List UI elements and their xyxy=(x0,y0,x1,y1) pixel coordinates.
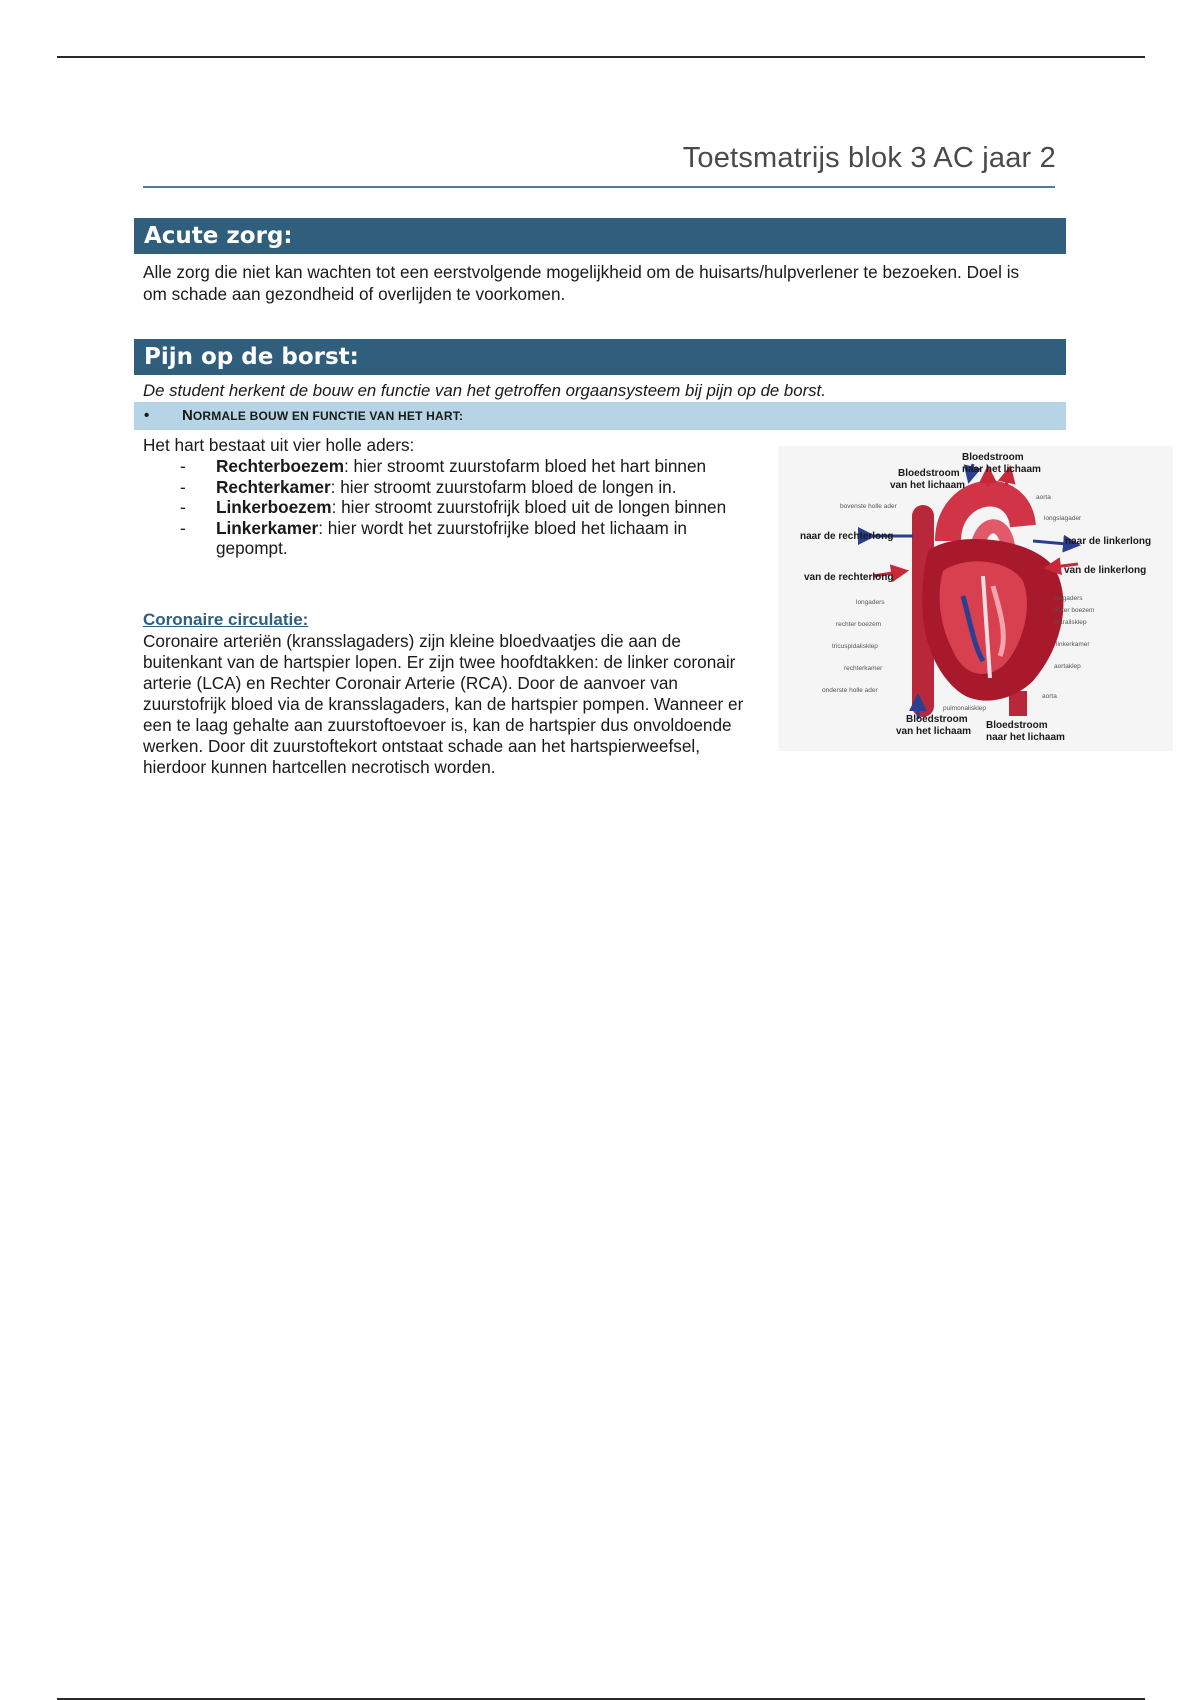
label-longaders-right: longaders xyxy=(1054,595,1083,602)
label-van-linkerlong: van de linkerlong xyxy=(1064,565,1147,576)
label-bloedstroom-naar-top-1: Bloedstroom xyxy=(962,452,1024,463)
label-bloedstroom-van-bottom-1: Bloedstroom xyxy=(906,714,968,725)
label-bloedstroom-van-top-1: Bloedstroom xyxy=(898,468,960,479)
list-item: - Rechterboezem: hier stroomt zuurstofarm bloed het hart binnen xyxy=(180,456,707,476)
label-van-rechterlong: van de rechterlong xyxy=(804,572,894,583)
label-rechter-boezem: rechter boezem xyxy=(836,621,882,628)
subheading-normale-bouw: • NORMALE BOUW EN FUNCTIE VAN HET HART: xyxy=(134,402,1066,430)
acute-zorg-definition: Alle zorg die niet kan wachten tot een eerstvolgende mogelijkheid om de huisarts/hulpverlener te bezoeken. Doel is om schade aan gezondheid of overlijden te voorkomen. xyxy=(143,262,1020,304)
label-naar-rechterlong: naar de rechterlong xyxy=(800,531,894,542)
label-linkerkamer: linkerkamer xyxy=(1056,641,1090,648)
heart-chambers-list xyxy=(180,456,740,559)
title-underline xyxy=(143,186,1055,188)
label-bloedstroom-van-top-2: van het lichaam xyxy=(890,480,966,491)
bullet-icon: • xyxy=(144,407,150,424)
learning-objective: De student herkent de bouw en functie van het getroffen orgaansysteem bij pijn op de borst. xyxy=(143,381,826,400)
label-naar-linkerlong: naar de linkerlong xyxy=(1065,536,1152,547)
heart-diagram xyxy=(778,446,1173,751)
label-bovenste-holle-ader: bovenste holle ader xyxy=(840,503,897,510)
label-bloedstroom-naar-bottom-2: naar het lichaam xyxy=(986,732,1065,743)
label-aorta-bottom: aorta xyxy=(1042,693,1057,700)
heading-pijn-op-de-borst: Pijn op de borst: xyxy=(134,339,1066,375)
label-linker-boezem: linker boezem xyxy=(1054,607,1095,614)
label-longslagader: longslagader xyxy=(1044,515,1082,522)
label-pulmonalisklep: pulmonalisklep xyxy=(943,705,986,712)
list-item: - Rechterkamer: hier stroomt zuurstofarm bloed de longen in. xyxy=(180,476,677,497)
document-title: Toetsmatrijs blok 3 AC jaar 2 xyxy=(682,142,1056,174)
heart-intro: Het hart bestaat uit vier holle aders: xyxy=(143,435,415,455)
label-bloedstroom-van-bottom-2: van het lichaam xyxy=(896,726,972,737)
list-item: - Linkerkamer: hier wordt het zuurstofrijke bloed het lichaam in gepompt. xyxy=(180,517,687,558)
label-tricuspidalisklep: tricuspidalisklep xyxy=(832,643,878,650)
coronaire-text: Coronaire arteriën (kransslagaders) zijn kleine bloedvaatjes die aan de buitenkant van de hartspier lopen. Er zijn twee hoofdtakken: de linker coronair arterie (LCA) en Rechter Coronair Arterie (RCA). Door de aanvoer van zuurstofrijk bloed via de kransslagaders, kan de hartspier pompen. Wanneer er een te laag gehalte aan zuurstoftoevoer is, kan de hartspier dus onvoldoende werken. Door dit zuurstoftekort ontstaat schade aan het hartspierweefsel, hierdoor kunnen hartcellen necrotisch worden. xyxy=(143,631,744,777)
list-item: - Linkerboezem: hier stroomt zuurstofrijk bloed uit de longen binnen xyxy=(180,497,727,517)
heart-diagram-svg xyxy=(778,446,1173,751)
label-aorta-top: aorta xyxy=(1036,494,1051,501)
label-onderste-holle-ader: onderste holle ader xyxy=(822,687,878,694)
label-bloedstroom-naar-bottom-1: Bloedstroom xyxy=(986,720,1048,731)
label-mitralisklep: mitralisklep xyxy=(1054,619,1087,626)
label-aortaklep: aortaklep xyxy=(1054,663,1081,670)
coronaire-heading: Coronaire circulatie: xyxy=(143,610,309,629)
top-rule xyxy=(57,56,1145,58)
label-bloedstroom-naar-top-2: naar het lichaam xyxy=(962,464,1041,475)
label-longaders-left: longaders xyxy=(856,599,885,606)
heading-acute-zorg: Acute zorg: xyxy=(134,218,1066,254)
label-rechterkamer: rechterkamer xyxy=(844,665,883,672)
